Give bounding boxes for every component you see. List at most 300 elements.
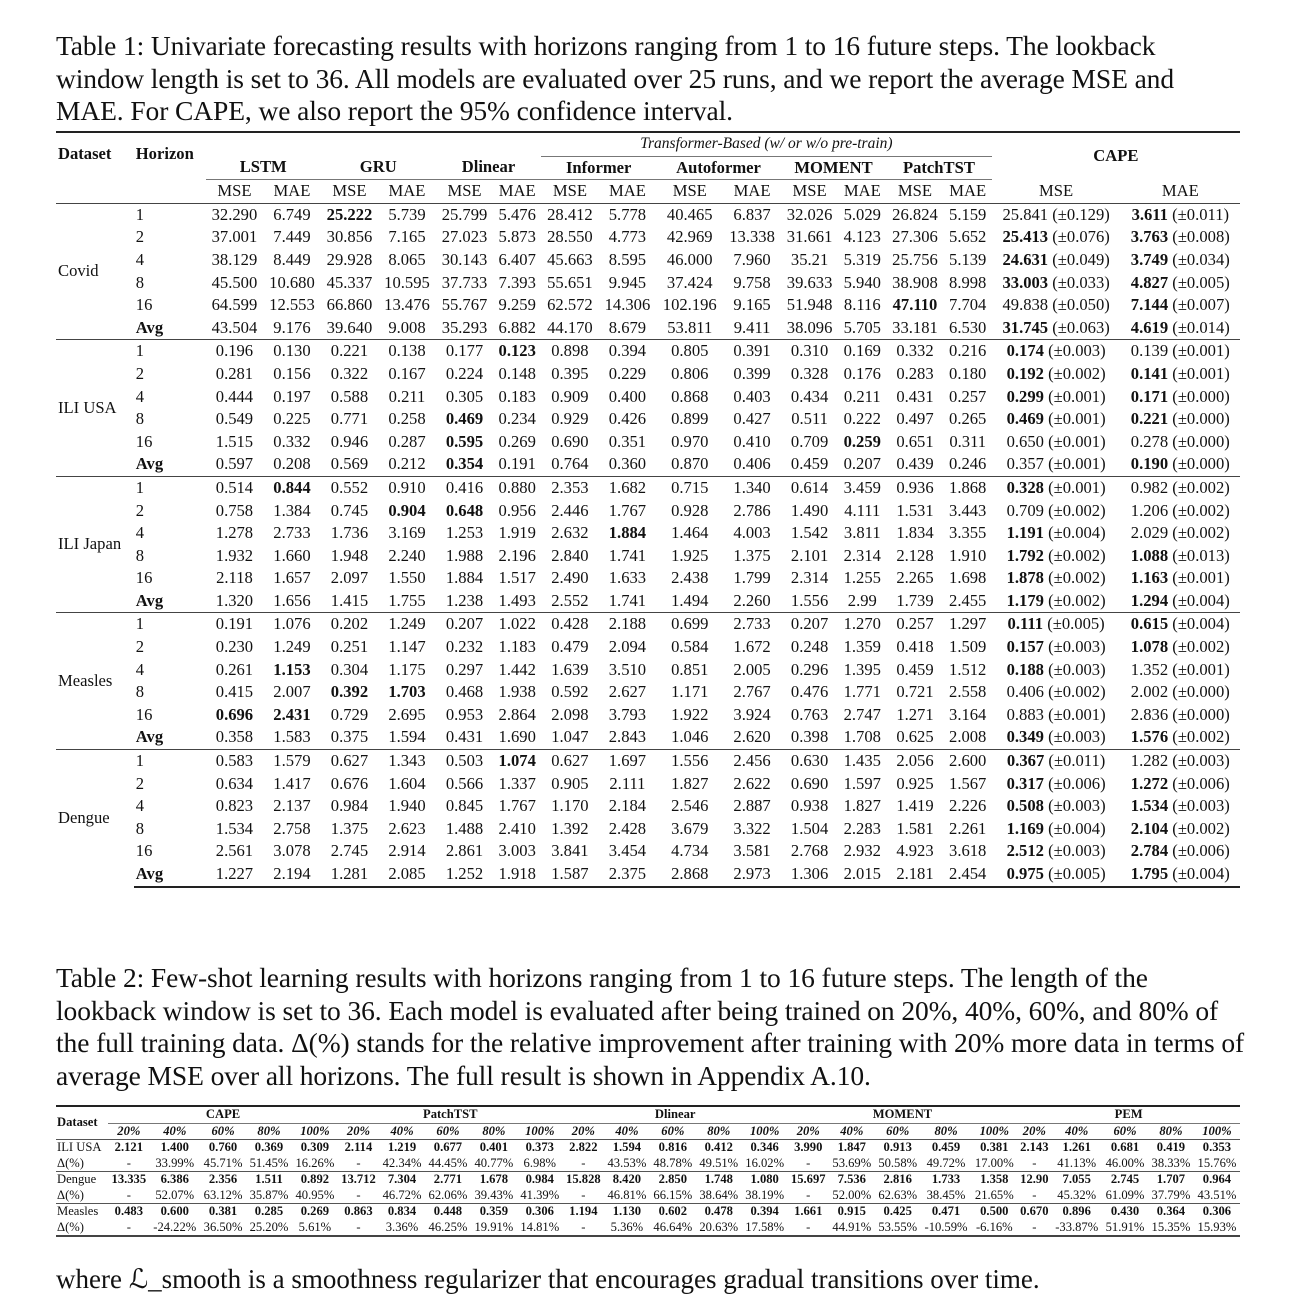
- t2-fraction-header: 80%: [482, 1123, 506, 1138]
- value-cell: 5.029: [838, 203, 886, 226]
- t2-mse-cell: 1.194: [569, 1204, 598, 1218]
- confidence-interval: (±0.034): [1172, 249, 1230, 269]
- metric-header-mse: MSE: [447, 181, 482, 201]
- value-cell: 0.497: [896, 409, 934, 429]
- value-cell: 0.410: [733, 431, 771, 451]
- value-cell: 2.128: [896, 545, 934, 565]
- t2-delta-cell: -: [108, 1156, 149, 1172]
- value-cell: 0.207: [843, 454, 881, 474]
- t2-fraction-header: 60%: [661, 1123, 685, 1138]
- value-cell: 35.21: [790, 249, 829, 269]
- value-cell: 13.476: [384, 295, 430, 315]
- value-cell: 1.660: [273, 545, 311, 565]
- confidence-interval: (±0.001): [1048, 386, 1106, 406]
- t2-mse-cell: 0.984: [525, 1172, 554, 1186]
- t2-model-header: Dlinear: [563, 1106, 788, 1123]
- value-cell: 1.340: [723, 476, 781, 499]
- t2-delta-cell: 42.34%: [379, 1156, 425, 1172]
- value-cell: 0.322: [330, 363, 369, 383]
- value-cell: 0.230: [215, 637, 254, 657]
- value-cell: 6.837: [723, 203, 781, 226]
- t2-model-header: MOMENT: [788, 1106, 1018, 1123]
- value-cell: 1.918: [493, 863, 541, 887]
- value-cell: 0.514: [206, 476, 264, 499]
- value-cell: 1.490: [790, 500, 829, 520]
- value-cell: 1.442: [498, 659, 536, 679]
- value-cell: 1.868: [944, 476, 992, 499]
- cape-mse-cell: 1.169 (±0.004): [1006, 818, 1106, 838]
- value-cell: 1.767: [498, 796, 536, 816]
- value-cell: 2.098: [551, 704, 589, 724]
- value-cell: 3.164: [949, 704, 987, 724]
- t2-mse-cell: 2.356: [208, 1172, 238, 1186]
- value-cell: 0.212: [388, 454, 426, 474]
- metric-header-mae: MAE: [843, 181, 881, 201]
- t2-delta-cell: 38.19%: [742, 1188, 788, 1204]
- t2-mse-cell: 0.425: [883, 1204, 912, 1218]
- t2-delta-cell: 49.72%: [921, 1156, 972, 1172]
- dataset-name: Dengue: [56, 750, 134, 887]
- value-cell: 2.353: [541, 476, 599, 499]
- value-cell: 0.261: [215, 659, 254, 679]
- cape-mae-cell: 0.141 (±0.001): [1130, 363, 1230, 383]
- value-cell: 0.552: [321, 476, 379, 499]
- metric-header-mae: MAE: [498, 181, 536, 201]
- value-cell: 5.940: [843, 272, 881, 292]
- model-header-gru: GRU: [321, 156, 436, 180]
- value-cell: 2.767: [733, 682, 771, 702]
- t2-delta-cell: 51.45%: [246, 1156, 292, 1172]
- value-cell: 33.181: [892, 317, 938, 337]
- value-cell: 1.281: [321, 863, 379, 887]
- horizon-cell: 4: [135, 659, 145, 679]
- t2-delta-cell: -: [338, 1220, 379, 1237]
- t2-delta-cell: 35.87%: [246, 1188, 292, 1204]
- value-cell: 0.351: [608, 431, 647, 451]
- value-cell: 3.510: [608, 659, 647, 679]
- confidence-interval: (±0.033): [1052, 272, 1110, 292]
- value-cell: 5.778: [599, 203, 657, 226]
- value-cell: 1.698: [949, 568, 987, 588]
- cape-mse-cell: 0.349 (±0.003): [1006, 727, 1106, 747]
- cape-mae-cell: 3.763 (±0.008): [1130, 227, 1230, 247]
- value-cell: 3.618: [949, 841, 987, 861]
- t2-mse-cell: 0.269: [300, 1204, 330, 1218]
- confidence-interval: (±0.003): [1048, 341, 1106, 361]
- horizon-cell: 16: [135, 568, 153, 588]
- value-cell: 2.695: [388, 704, 426, 724]
- model-header-cape: CAPE: [1093, 146, 1139, 166]
- t2-fraction-header: 20%: [117, 1123, 141, 1138]
- horizon-cell: Avg: [135, 317, 164, 337]
- confidence-interval: (±0.004): [1172, 864, 1230, 883]
- cape-mae-cell: 0.190 (±0.000): [1130, 454, 1230, 474]
- value-cell: 2.558: [949, 682, 987, 702]
- t2-fraction-header: 20%: [796, 1123, 820, 1138]
- t2-delta-cell: 17.58%: [742, 1220, 788, 1237]
- value-cell: 0.721: [896, 682, 934, 702]
- value-cell: 0.904: [388, 500, 426, 520]
- value-cell: 1.384: [273, 500, 311, 520]
- value-cell: 2.431: [273, 704, 311, 724]
- value-cell: 8.449: [273, 249, 311, 269]
- value-cell: 0.880: [493, 476, 541, 499]
- value-cell: 3.443: [949, 500, 987, 520]
- value-cell: 1.171: [671, 682, 709, 702]
- t2-mse-cell: 1.261: [1062, 1140, 1091, 1154]
- value-cell: 1.238: [445, 590, 484, 610]
- value-cell: 1.512: [949, 659, 987, 679]
- value-cell: 5.873: [498, 227, 536, 247]
- t2-delta-cell: 62.06%: [425, 1188, 471, 1204]
- value-cell: 1.359: [843, 637, 881, 657]
- value-cell: 0.259: [843, 431, 881, 451]
- t2-mse-cell: 2.850: [658, 1172, 687, 1186]
- value-cell: 2.627: [608, 682, 647, 702]
- value-cell: 1.697: [599, 750, 657, 773]
- value-cell: 1.531: [896, 500, 934, 520]
- value-cell: 0.696: [215, 704, 254, 724]
- value-cell: 39.640: [326, 317, 373, 337]
- value-cell: 0.898: [541, 340, 599, 363]
- value-cell: 1.488: [445, 818, 484, 838]
- value-cell: 25.756: [892, 249, 938, 269]
- value-cell: 0.180: [949, 363, 987, 383]
- table-row: [56, 863, 1240, 887]
- t2-delta-cell: 15.76%: [1194, 1156, 1240, 1172]
- confidence-interval: (±0.050): [1052, 295, 1110, 315]
- value-cell: 0.431: [896, 386, 934, 406]
- horizon-cell: 1: [134, 750, 206, 773]
- value-cell: 28.550: [547, 227, 593, 247]
- value-cell: 1.417: [273, 773, 311, 793]
- value-cell: 1.515: [215, 431, 254, 451]
- confidence-interval: (±0.004): [1048, 523, 1106, 543]
- value-cell: 2.428: [608, 818, 647, 838]
- value-cell: 1.755: [388, 590, 426, 610]
- confidence-interval: (±0.001): [1172, 659, 1230, 679]
- t2-mse-cell: 2.121: [114, 1140, 143, 1154]
- value-cell: 0.398: [790, 727, 829, 747]
- value-cell: 0.418: [896, 637, 934, 657]
- value-cell: 1.739: [896, 590, 934, 610]
- value-cell: 0.805: [656, 340, 723, 363]
- metric-header-mae: MAE: [388, 181, 426, 201]
- confidence-interval: (±0.049): [1052, 249, 1110, 269]
- value-cell: 2.622: [733, 773, 771, 793]
- value-cell: 0.360: [608, 454, 647, 474]
- t2-fraction-header: 60%: [211, 1123, 235, 1138]
- value-cell: 29.928: [326, 249, 373, 269]
- value-cell: 2.111: [609, 773, 646, 793]
- table2-few-shot-results: [56, 1105, 1240, 1237]
- value-cell: 0.928: [671, 500, 709, 520]
- value-cell: 0.729: [330, 704, 369, 724]
- t2-mse-cell: 0.892: [300, 1172, 330, 1186]
- value-cell: 2.747: [843, 704, 881, 724]
- value-cell: 0.469: [445, 409, 484, 429]
- t2-delta-cell: -33.87%: [1051, 1220, 1102, 1237]
- value-cell: 0.806: [671, 363, 709, 383]
- confidence-interval: (±0.000): [1172, 386, 1230, 406]
- t2-mse-cell: 0.448: [433, 1204, 463, 1218]
- value-cell: 13.338: [729, 227, 775, 247]
- value-cell: 1.657: [273, 568, 311, 588]
- metric-header-mse: MSE: [332, 181, 367, 201]
- value-cell: 0.745: [330, 500, 369, 520]
- transformer-group-header: Transformer-Based (w/ or w/o pre-train): [541, 132, 991, 156]
- value-cell: 0.905: [551, 773, 589, 793]
- t2-model-header: PEM: [1017, 1106, 1240, 1123]
- value-cell: 1.922: [671, 704, 709, 724]
- t2-mse-cell: 0.309: [300, 1140, 330, 1154]
- cape-mae-cell: 1.088 (±0.013): [1130, 545, 1230, 565]
- value-cell: 3.454: [608, 841, 647, 861]
- t2-mse-cell: 2.143: [1020, 1140, 1049, 1154]
- confidence-interval: (±0.000): [1172, 454, 1230, 474]
- value-cell: 0.592: [551, 682, 589, 702]
- confidence-interval: (±0.004): [1048, 818, 1106, 838]
- value-cell: 1.392: [551, 818, 589, 838]
- value-cell: 0.476: [790, 682, 829, 702]
- value-cell: 2.181: [886, 863, 944, 887]
- value-cell: 0.148: [498, 363, 536, 383]
- t2-mse-row: [56, 1172, 1240, 1188]
- t2-mse-cell: 2.822: [569, 1140, 598, 1154]
- value-cell: 26.824: [886, 203, 944, 226]
- model-header-autoformer: Autoformer: [656, 156, 781, 180]
- value-cell: 0.614: [781, 476, 839, 499]
- value-cell: 0.191: [206, 613, 264, 636]
- cape-mae-cell: 2.104 (±0.002): [1130, 818, 1230, 838]
- value-cell: 5.319: [843, 249, 881, 269]
- value-cell: 2.196: [498, 545, 536, 565]
- t2-mse-cell: 0.306: [525, 1204, 554, 1218]
- value-cell: 1.249: [273, 637, 311, 657]
- t2-delta-cell: -: [338, 1156, 379, 1172]
- value-cell: 1.504: [790, 818, 829, 838]
- cape-mse-cell: 25.841 (±0.129): [992, 203, 1121, 226]
- value-cell: 0.297: [445, 659, 484, 679]
- value-cell: 0.211: [388, 386, 426, 406]
- col-header-dataset: Dataset: [58, 144, 112, 163]
- value-cell: 0.257: [949, 386, 987, 406]
- value-cell: 8.595: [608, 249, 647, 269]
- value-cell: 0.851: [671, 659, 709, 679]
- t2-mse-cell: 0.359: [479, 1204, 509, 1218]
- value-cell: 51.948: [786, 295, 833, 315]
- value-cell: 64.599: [211, 295, 258, 315]
- value-cell: 0.138: [378, 340, 436, 363]
- cape-mse-cell: 0.111 (±0.005): [992, 613, 1121, 636]
- value-cell: 2.733: [273, 523, 311, 543]
- value-cell: 3.355: [949, 523, 987, 543]
- value-cell: 2.786: [733, 500, 771, 520]
- value-cell: 0.167: [388, 363, 426, 383]
- t2-mse-cell: 0.863: [344, 1204, 373, 1218]
- table1-caption: Table 1: Univariate forecasting results with horizons ranging from 1 to 16 future steps. The lookback window length is set to 36. All models are evaluated over 25 runs, and we report the average MSE and MAE. For CAPE, we also report the 95% confidence interval.: [56, 30, 1174, 126]
- value-cell: 2.261: [949, 818, 987, 838]
- confidence-interval: (±0.004): [1172, 590, 1230, 610]
- value-cell: 2.118: [216, 568, 253, 588]
- value-cell: 1.639: [551, 659, 589, 679]
- value-cell: 2.868: [656, 863, 723, 887]
- horizon-cell: Avg: [135, 454, 164, 474]
- model-header-dlinear: Dlinear: [436, 156, 541, 180]
- confidence-interval: (±0.001): [1048, 409, 1106, 429]
- cape-mae-cell: 1.576 (±0.002): [1130, 727, 1230, 747]
- confidence-interval: (±0.002): [1048, 363, 1106, 383]
- value-cell: 55.651: [547, 272, 593, 292]
- cape-mae-cell: 4.827 (±0.005): [1130, 272, 1230, 292]
- t2-mse-cell: 2.114: [344, 1140, 373, 1154]
- confidence-interval: (±0.003): [1172, 796, 1230, 816]
- confidence-interval: (±0.000): [1172, 704, 1230, 724]
- value-cell: 1.074: [493, 750, 541, 773]
- t2-mse-cell: 0.381: [980, 1140, 1009, 1154]
- metric-header-mse: MSE: [897, 181, 933, 201]
- t2-delta-cell: 45.71%: [200, 1156, 246, 1172]
- value-cell: 2.973: [723, 863, 781, 887]
- value-cell: 1.633: [608, 568, 647, 588]
- value-cell: 1.938: [498, 682, 536, 702]
- value-cell: 0.845: [445, 796, 484, 816]
- t2-fraction-header: 40%: [615, 1123, 639, 1138]
- cape-mae-cell: 0.221 (±0.000): [1130, 409, 1230, 429]
- t2-delta-cell: 46.00%: [1102, 1156, 1148, 1172]
- value-cell: 53.811: [667, 317, 713, 337]
- value-cell: 0.216: [944, 340, 992, 363]
- value-cell: 0.468: [445, 682, 484, 702]
- t2-delta-cell: 37.79%: [1148, 1188, 1194, 1204]
- value-cell: 1.690: [498, 727, 536, 747]
- cape-mae-cell: 2.029 (±0.002): [1130, 523, 1230, 543]
- value-cell: 0.503: [436, 750, 494, 773]
- t2-delta-cell: 6.98%: [517, 1156, 563, 1172]
- horizon-cell: 2: [135, 363, 145, 383]
- value-cell: 0.549: [215, 409, 254, 429]
- value-cell: 1.583: [273, 727, 311, 747]
- value-cell: 7.449: [273, 227, 311, 247]
- t2-fraction-header: 100%: [300, 1123, 330, 1138]
- t2-mse-cell: 0.373: [525, 1140, 554, 1154]
- value-cell: 0.428: [541, 613, 599, 636]
- value-cell: 0.281: [215, 363, 254, 383]
- t2-fraction-header: 80%: [1159, 1123, 1183, 1138]
- value-cell: 4.923: [896, 841, 934, 861]
- cape-mse-cell: 31.745 (±0.063): [1002, 317, 1110, 337]
- cape-mse-cell: 0.192 (±0.002): [1006, 363, 1106, 383]
- value-cell: 1.395: [843, 659, 881, 679]
- cape-mae-cell: 1.272 (±0.006): [1130, 773, 1230, 793]
- value-cell: 0.311: [949, 431, 987, 451]
- value-cell: 0.403: [733, 386, 771, 406]
- t2-mse-cell: 0.369: [254, 1140, 284, 1154]
- value-cell: 2.932: [843, 841, 881, 861]
- dataset-name: ILI USA: [56, 340, 134, 477]
- t2-delta-cell: -: [788, 1220, 829, 1237]
- t2-delta-cell: -6.16%: [971, 1220, 1017, 1237]
- value-cell: 3.169: [388, 523, 426, 543]
- t2-mse-cell: 13.712: [341, 1172, 376, 1186]
- cape-mse-cell: 0.367 (±0.011): [992, 750, 1121, 773]
- value-cell: 27.023: [441, 227, 488, 247]
- t2-delta-cell: -: [1017, 1188, 1051, 1204]
- value-cell: 0.296: [790, 659, 829, 679]
- cape-mse-cell: 0.317 (±0.006): [1006, 773, 1106, 793]
- value-cell: 0.287: [388, 431, 426, 451]
- cape-mae-cell: 7.144 (±0.007): [1130, 295, 1230, 315]
- t2-delta-cell: 38.45%: [921, 1188, 972, 1204]
- t2-delta-cell: 44.45%: [425, 1156, 471, 1172]
- value-cell: 40.465: [656, 203, 723, 226]
- value-cell: 0.431: [445, 727, 484, 747]
- t2-delta-cell: 61.09%: [1102, 1188, 1148, 1204]
- t2-mse-cell: 1.748: [704, 1172, 733, 1186]
- t2-fraction-header: 80%: [934, 1123, 958, 1138]
- value-cell: 2.056: [886, 750, 944, 773]
- confidence-interval: (±0.014): [1172, 317, 1230, 337]
- t2-mse-cell: 0.964: [1202, 1172, 1232, 1186]
- t2-delta-cell: 46.64%: [650, 1220, 696, 1237]
- cape-mse-cell: 0.406 (±0.002): [1006, 682, 1106, 702]
- confidence-interval: (±0.006): [1048, 773, 1106, 793]
- value-cell: 0.597: [215, 454, 254, 474]
- value-cell: 1.464: [671, 523, 709, 543]
- cape-mse-cell: 2.512 (±0.003): [1006, 841, 1106, 861]
- value-cell: 1.581: [896, 818, 934, 838]
- t2-delta-cell: 39.43%: [471, 1188, 517, 1204]
- confidence-interval: (±0.002): [1048, 590, 1106, 610]
- confidence-interval: (±0.003): [1048, 727, 1106, 747]
- value-cell: 1.517: [498, 568, 536, 588]
- t2-delta-cell: 44.91%: [829, 1220, 875, 1237]
- cape-mae-cell: 2.836 (±0.000): [1130, 704, 1230, 724]
- t2-delta-cell: -24.22%: [149, 1220, 200, 1237]
- confidence-interval: (±0.063): [1052, 317, 1110, 337]
- confidence-interval: (±0.129): [1052, 204, 1110, 224]
- t2-mse-cell: 0.896: [1062, 1204, 1091, 1218]
- value-cell: 0.870: [671, 454, 709, 474]
- t2-mse-cell: 13.335: [111, 1172, 147, 1186]
- horizon-cell: Avg: [135, 727, 164, 747]
- value-cell: 1.550: [388, 568, 426, 588]
- value-cell: 1.375: [733, 545, 771, 565]
- cape-mse-cell: 49.838 (±0.050): [1002, 295, 1110, 315]
- value-cell: 0.406: [733, 454, 771, 474]
- value-cell: 0.699: [656, 613, 723, 636]
- t2-mse-cell: 0.459: [931, 1140, 961, 1154]
- confidence-interval: (±0.002): [1172, 500, 1230, 520]
- value-cell: 2.410: [498, 818, 536, 838]
- confidence-interval: (±0.005): [1047, 614, 1105, 634]
- value-cell: 2.137: [273, 796, 311, 816]
- horizon-cell: 1: [134, 203, 206, 226]
- cape-mse-cell: 0.188 (±0.003): [1006, 659, 1106, 679]
- table-row: [56, 795, 1240, 818]
- horizon-cell: 2: [135, 227, 145, 247]
- table-row: [56, 226, 1240, 249]
- t2-delta-cell: 25.20%: [246, 1220, 292, 1237]
- value-cell: 2.085: [378, 863, 436, 887]
- value-cell: 0.899: [671, 409, 709, 429]
- value-cell: 0.709: [790, 431, 829, 451]
- horizon-cell: 16: [135, 704, 153, 724]
- cape-mae-cell: 0.615 (±0.004): [1121, 613, 1240, 636]
- value-cell: 0.758: [215, 500, 254, 520]
- value-cell: 1.076: [263, 613, 321, 636]
- t2-mse-cell: 15.697: [790, 1172, 826, 1186]
